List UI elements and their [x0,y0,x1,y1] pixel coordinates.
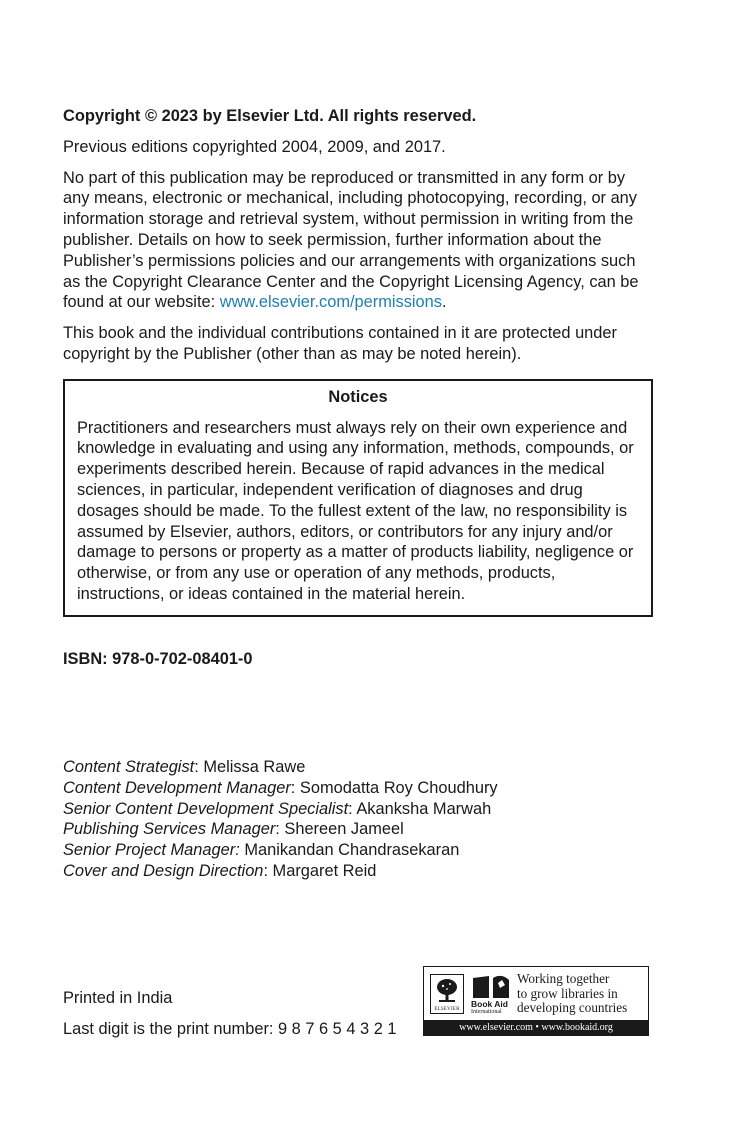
logo-urls: www.elsevier.com • www.bookaid.org [424,1020,648,1035]
elsevier-logo [430,974,464,1014]
credit-name: Somodatta Roy Choudhury [299,778,498,797]
bookaid-name: Book Aid [471,999,508,1009]
credit-role: Senior Content Development Specialist [63,799,349,818]
rights-paragraph [63,168,653,314]
previous-editions: Previous editions copyrighted 2004, 2009, and 2017. [63,137,446,156]
notices-box [63,379,653,617]
credit-sep: : [290,778,300,797]
elsevier-label: ELSEVIER [434,1007,460,1012]
rights-end: . [441,293,447,312]
credit-line [63,799,498,820]
credit-role: Publishing Services Manager [63,820,276,839]
book-aid-icon [471,974,511,1000]
notices-title: Notices [328,387,388,406]
logo-top [424,967,648,1020]
credit-sep: : [275,820,285,839]
protected-paragraph: This book and the individual contributions contained in it are protected under copyright by the Publisher (other than as may be noted herein). [63,324,617,363]
credit-line [63,861,498,882]
credit-role: Content Development Manager [63,778,291,797]
elsevier-tree-icon [435,978,459,1004]
credit-sep: : [194,758,204,776]
credit-role: Content Strategist [63,758,195,776]
tagline-line: developing countries [517,1000,628,1015]
rights-text: No part of this publication may be reproduced or transmitted in any form or by any means, electronic or mechanical, including photocopying, recording, or any information storage and retrieval system, without permission in writing from the publisher. Details on how to seek permission, further information about the Publisher’s permissions policies and our arrangements with organizations such as the Copyright Clearance Center and the Copyright Licensing Agency, can be found at our website: [63,168,639,312]
book-aid-logo [423,966,649,1036]
credit-name: Akanksha Marwah [356,799,492,818]
print-number: Last digit is the print number: 9 8 7 6 5 4 3 2 1 [63,1019,397,1038]
credit-name: Melissa Rawe [203,758,306,776]
copyright-line: Copyright © 2023 by Elsevier Ltd. All rights reserved. [63,107,477,125]
credit-name: Shereen Jameel [284,820,404,839]
permissions-link[interactable]: www.elsevier.com/permissions [219,293,442,312]
tagline-line: to grow libraries in [517,985,618,1001]
credit-role: Cover and Design Direction [63,861,264,880]
credit-sep: : [263,861,273,880]
credit-line [63,778,498,799]
notices-body: Practitioners and researchers must always rely on their own experience and knowledge in evaluating and using any information, methods, compounds, or experiments described herein. Because of rapid advances in the medical sciences, in particular, independent verification of diagnoses and drug dosages should be made. To the fullest extent of the law, no responsibility is assumed by Elsevier, authors, editors, or contributors for any injury and/or damage to persons or property as a matter of products liability, negligence or otherwise, or from any use or operation of any methods, products, instructions, or ideas contained in the material herein. [77,418,634,603]
isbn: ISBN: 978-0-702-08401-0 [63,649,253,668]
logo-tagline [517,972,627,1016]
copyright-page [63,106,653,670]
credit-line [63,757,498,778]
credit-line [63,840,498,861]
credit-name: Manikandan Chandrasekaran [244,841,460,860]
bookaid-sub: International [471,1009,502,1015]
bookaid-logo [471,974,511,1014]
credit-name: Margaret Reid [272,861,377,880]
credits-list [63,757,498,882]
credit-role: Senior Project Manager: [63,841,240,860]
tagline-line: Working together [517,971,610,986]
credit-sep: : [348,799,357,818]
credit-line [63,819,498,840]
printing-info [63,988,396,1040]
printed-in: Printed in India [63,989,173,1007]
